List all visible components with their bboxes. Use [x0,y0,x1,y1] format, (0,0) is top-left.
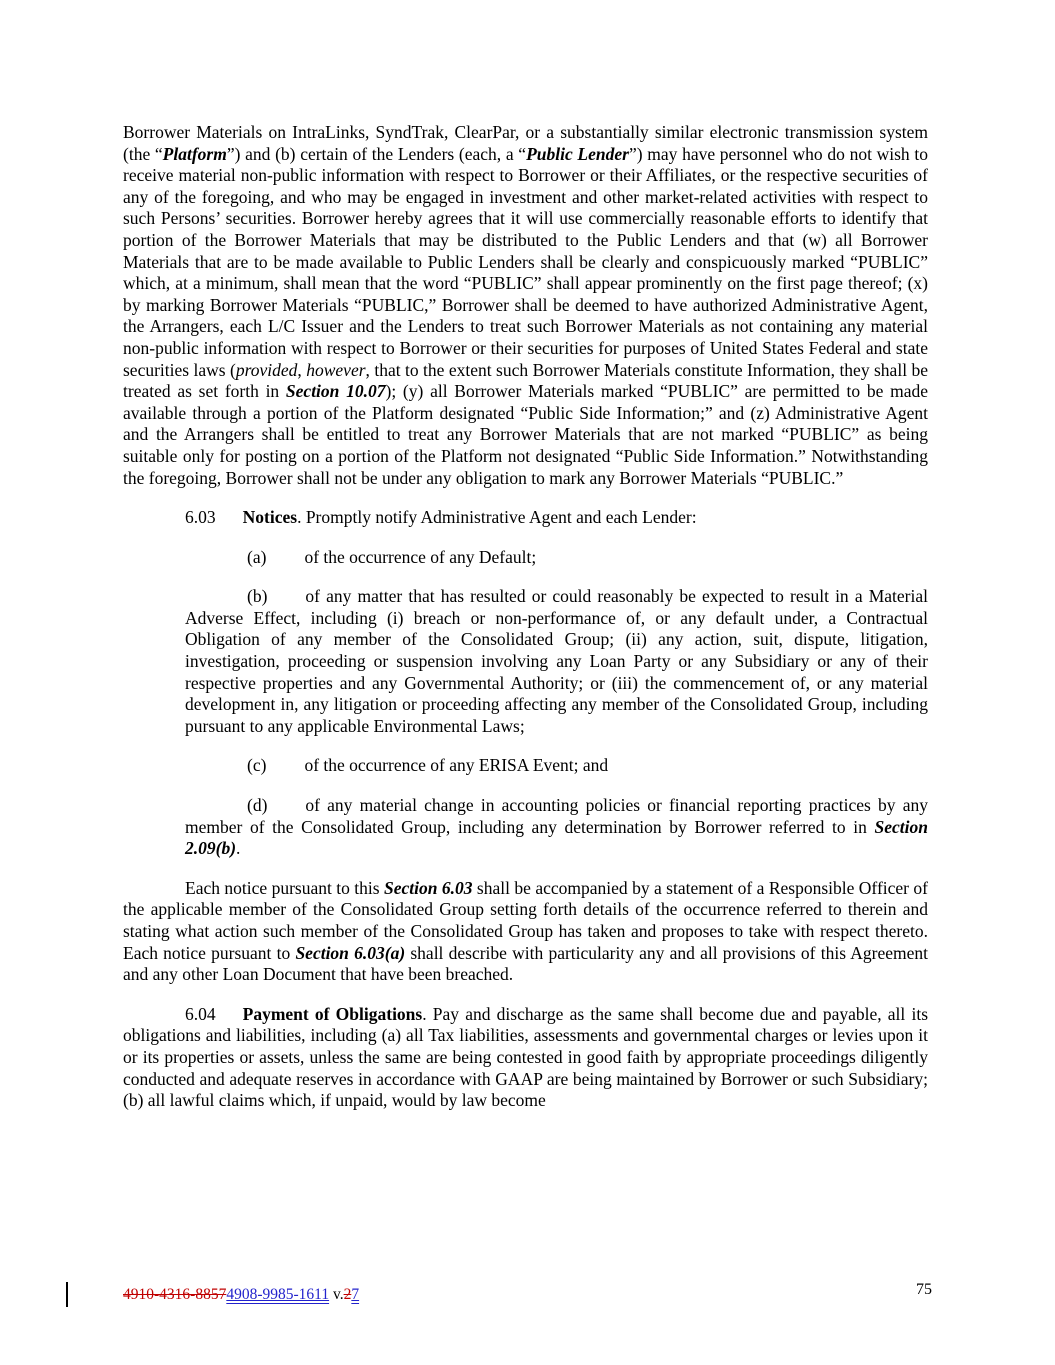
inserted-doc-id: 4908-9985-1611 [226,1286,330,1303]
paragraph-text: Borrower Materials on IntraLinks, SyndTrak, ClearPar, or a substantially similar electronic transmission system (the “Platform”) and (b) certain of the Lenders (each, a “Public Lender”) may have personnel who do not wish to receive material non-public information with respect to Borrower or their Affiliates, or the respective securities of any of the foregoing, and who may be engaged in investment and other market-related activities with respect to such Persons’ securities. Borrower hereby agrees that it will use commercially reasonable efforts to identify that portion of the Borrower Materials that may be distributed to the Public Lenders and that (w) all Borrower Materials that are to be made available to Public Lenders shall be clearly and conspicuously marked “PUBLIC” which, at a minimum, shall mean that the word “PUBLIC” shall appear prominently on the first page thereof; (x) by marking Borrower Materials “PUBLIC,” Borrower shall be deemed to have authorized Administrative Agent, the Arrangers, each L/C Issuer and the Lenders to treat such Borrower Materials as not containing any material non-public information with respect to Borrower or their securities for purposes of United States Federal and state securities laws (provided, however, that to the extent such Borrower Materials constitute Information, they shall be treated as set forth in Section 10.07); (y) all Borrower Materials marked “PUBLIC” are permitted to be made available through a portion of the Platform designated “Public Side Information;” and (z) Administrative Agent and the Arrangers shall be entitled to treat any Borrower Materials that are not marked “PUBLIC” as being suitable only for posting on a portion of the Platform not designated “Public Side Information.” Notwithstanding the foregoing, Borrower shall not be under any obligation to mark any Borrower Materials “PUBLIC.” [123,122,929,488]
section-number: 6.04 [185,1003,216,1024]
deleted-doc-id: 4910-4316-8857 [123,1286,227,1303]
item-text: of any matter that has resulted or could reasonably be expected to result in a Material Adverse Effect, including (i) breach or non-performance of, or any default under, a Contractual Obligation of any member of the Consolidated Group; (ii) any action, suit, dispute, litigation, investigation, proceeding or suspension involving any Loan Party or any Subsidiary or any of their respective properties and any Governmental Authority; or (iii) the commencement of, or any material development in, any litigation or proceeding affecting any member of the Consolidated Group, including pursuant to any applicable Environmental Laws; [185,586,928,736]
item-label: (b) [247,586,268,607]
item-text: of the occurrence of any Default; [304,546,537,567]
section-number: 6.03 [185,507,216,528]
item-text: of the occurrence of any ERISA Event; and [304,755,609,776]
section-heading-6-03 [123,507,928,529]
deleted-version-number: 2 [343,1286,352,1303]
item-text: of any material change in accounting policies or financial reporting practices by any member of the Consolidated Group, including any determination by Borrower referred to in Section 2.09(b). [185,795,928,859]
section-text: Notices. Promptly notify Administrative Agent and each Lender: [242,507,697,528]
paragraph-each-notice [123,878,928,986]
page-number: 75 [916,1281,932,1298]
item-label: (c) [247,755,267,776]
section-heading-6-04 [123,1004,928,1112]
version-label: v. [329,1286,344,1303]
list-item-c [185,755,928,777]
item-label: (d) [247,795,268,816]
item-label: (a) [247,546,267,567]
paragraph-text: Each notice pursuant to this Section 6.03 shall be accompanied by a statement of a Responsible Officer of the applicable member of the Consolidated Group setting forth details of the occurrence referred to therein and stating what action such member of the Consolidated Group has taken and proposes to take with respect thereto. Each notice pursuant to Section 6.03(a) shall describe with particularity any and all provisions of this Agreement and any other Loan Document that have been breached. [123,877,928,985]
inserted-version-number: 7 [351,1286,360,1303]
change-bar [66,1282,68,1307]
footer-doc-id-line [123,1285,359,1304]
list-item-a [185,547,928,569]
section-text: Payment of Obligations. Pay and discharge as the same shall become due and payable, all its obligations and liabilities, including (a) all Tax liabilities, assessments and governmental charges or levies upon it or its properties or assets, unless the same are being contested in good faith by appropriate proceedings diligently conducted and adequate reserves in accordance with GAAP are being maintained by Borrower or such Subsidiary; (b) all lawful claims which, if unpaid, would by law become [123,1003,929,1111]
page-body [123,122,928,1130]
list-item-b [185,586,928,737]
paragraph-borrower-materials [123,122,928,489]
list-item-d [185,795,928,860]
